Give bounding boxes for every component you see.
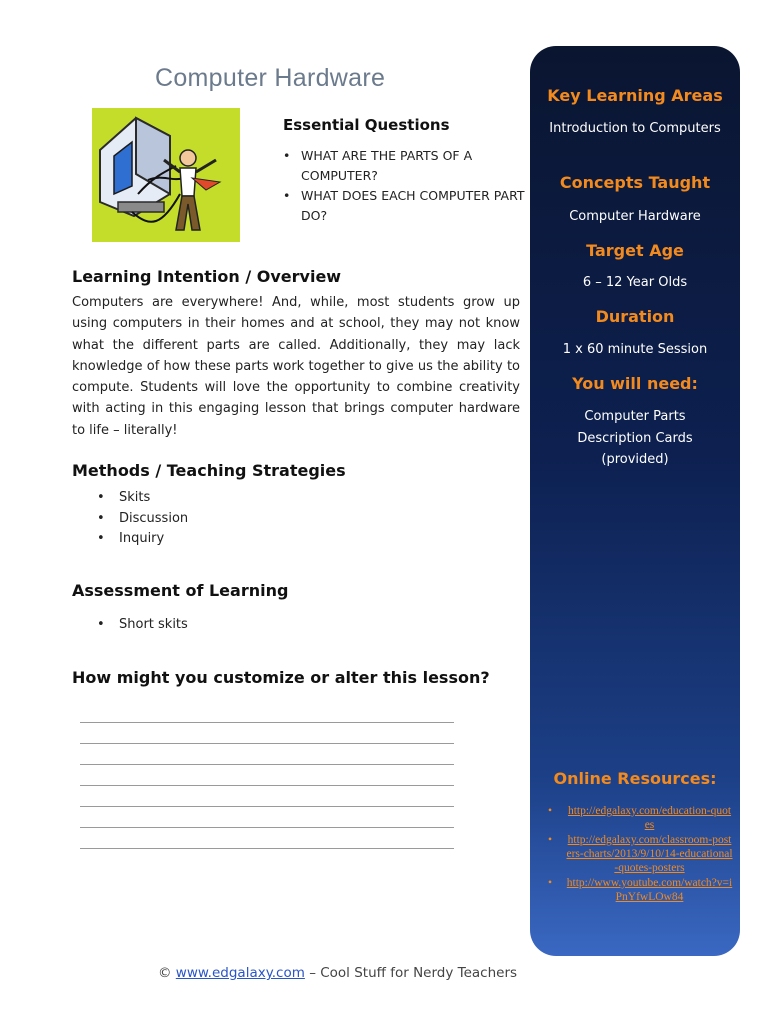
list-item: • WHAT ARE THE PARTS OF A COMPUTER? xyxy=(283,146,528,186)
essential-questions-list xyxy=(283,146,528,226)
assessment-heading: Assessment of Learning xyxy=(72,581,289,600)
key-learning-heading: Key Learning Areas xyxy=(547,86,723,105)
writing-line xyxy=(80,827,454,828)
list-item: • Skits xyxy=(97,488,188,509)
writing-line xyxy=(80,764,454,765)
you-need-text: Computer Parts Description Cards (provided) xyxy=(577,409,693,467)
resource-link[interactable]: http://edgalaxy.com/classroom-posters-charts/2013/9/10/14-educational-quotes-posters xyxy=(566,834,733,874)
duration-text: 1 x 60 minute Session xyxy=(562,342,708,357)
assessment-list xyxy=(97,615,188,636)
you-need-heading: You will need: xyxy=(572,374,698,393)
concepts-text: Computer Hardware xyxy=(569,209,701,224)
footer-tagline: – Cool Stuff for Nerdy Teachers xyxy=(309,965,518,981)
resource-link[interactable]: http://edgalaxy.com/education-quotes xyxy=(567,805,732,831)
writing-line xyxy=(80,743,454,744)
customize-heading: How might you customize or alter this lesson? xyxy=(72,668,490,687)
computer-person-clipart xyxy=(92,108,240,242)
resource-link[interactable]: http://www.youtube.com/watch?v=iPnYfwLOw84 xyxy=(566,877,733,903)
website-link[interactable]: www.edgalaxy.com xyxy=(175,965,305,981)
methods-heading: Methods / Teaching Strategies xyxy=(72,461,346,480)
list-item: • WHAT DOES EACH COMPUTER PART DO? xyxy=(283,186,528,226)
list-item: • Discussion xyxy=(97,509,188,530)
essential-questions-heading: Essential Questions xyxy=(283,116,450,134)
copyright-symbol: © xyxy=(158,965,172,981)
footer xyxy=(158,965,517,981)
list-item xyxy=(548,833,733,875)
writing-line xyxy=(80,806,454,807)
lesson-info-sidebar xyxy=(530,46,740,956)
online-resources-list xyxy=(548,804,733,905)
learning-intention-heading: Learning Intention / Overview xyxy=(72,267,342,286)
writing-lines xyxy=(80,722,454,869)
learning-intention-text: Computers are everywhere! And, while, most students grow up using computers in their homes and at school, they may not know what the different parts are called. Additionally, they may lack knowledge of how these parts work together to give us the ability to compute. Students will love the opportunity to combine creativity with acting in this engaging lesson that brings computer hardware to life – literally! xyxy=(72,295,520,438)
list-item xyxy=(548,804,733,832)
writing-line xyxy=(80,848,454,849)
target-age-text: 6 – 12 Year Olds xyxy=(582,275,688,290)
writing-line xyxy=(80,785,454,786)
list-item xyxy=(548,876,733,904)
key-learning-text: Introduction to Computers xyxy=(549,121,721,136)
writing-line xyxy=(80,722,454,723)
list-item: • Inquiry xyxy=(97,529,188,550)
methods-list xyxy=(97,488,188,550)
concepts-heading: Concepts Taught xyxy=(559,173,711,192)
target-age-heading: Target Age xyxy=(586,241,684,260)
online-resources-heading: Online Resources: xyxy=(553,769,717,788)
page-title: Computer Hardware xyxy=(155,64,386,92)
list-item: • Short skits xyxy=(97,615,188,636)
duration-heading: Duration xyxy=(595,307,675,326)
